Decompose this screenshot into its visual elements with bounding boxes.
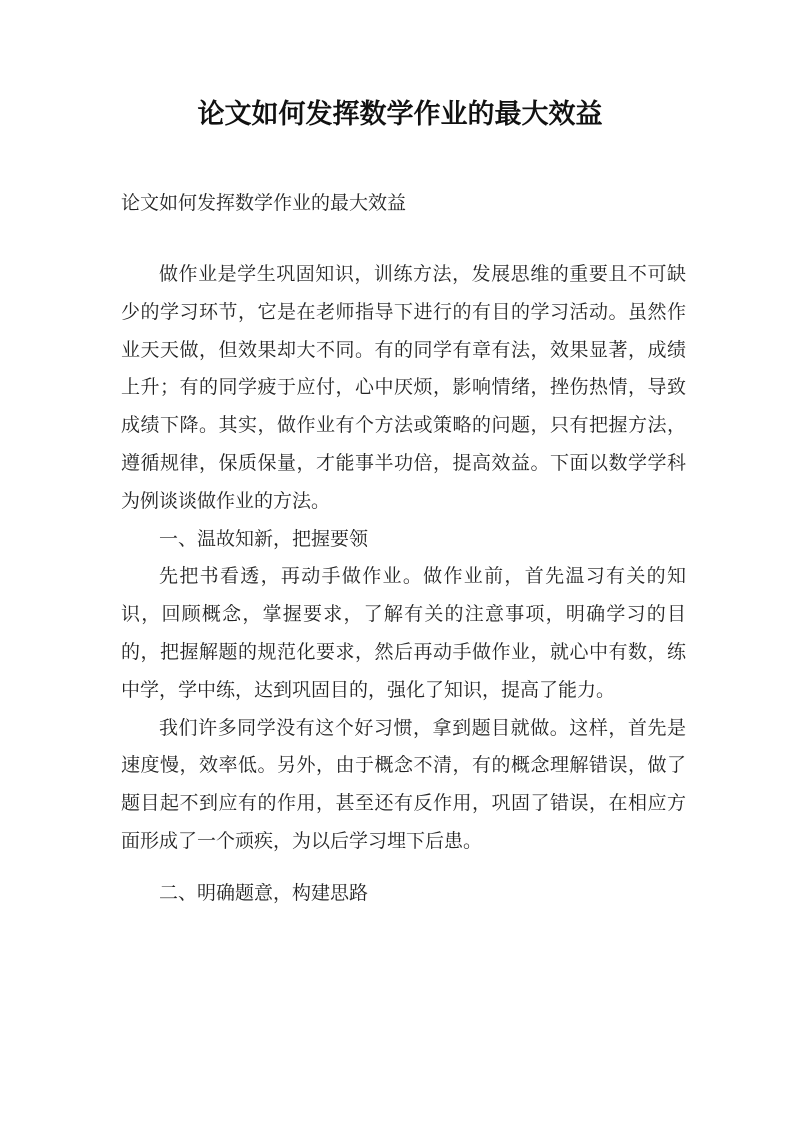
- intro-paragraph: 做作业是学生巩固知识，训练方法，发展思维的重要且不可缺少的学习环节，它是在老师指导下进行的有目的学习活动。虽然作业天天做，但效果却大不同。有的同学有章有法，效果显著，成绩上升；有的同学疲于应付，心中厌烦，影响情绪，挫伤热情，导致成绩下降。其实，做作业有个方法或策略的问题，只有把握方法，遵循规律，保质保量，才能事半功倍，提高效益。下面以数学学科为例谈谈做作业的方法。: [121, 263, 686, 512]
- section-heading-1: 一、温故知新，把握要领: [159, 527, 369, 550]
- section-1-paragraph-2: 我们许多同学没有这个好习惯，拿到题目就做。这样，首先是速度慢，效率低。另外，由于概念不清，有的概念理解错误，做了题目起不到应有的作用，甚至还有反作用，巩固了错误，在相应方面形成了一个顽疾，为以后学习埋下后患。: [121, 716, 686, 852]
- section-1-paragraph-1: 先把书看透，再动手做作业。做作业前，首先温习有关的知识，回顾概念，掌握要求，了解有关的注意事项，明确学习的目的，把握解题的规范化要求，然后再动手做作业，就心中有数，练中学，学中练，达到巩固目的，强化了知识，提高了能力。: [121, 565, 686, 701]
- document-subtitle: 论文如何发挥数学作业的最大效益: [121, 192, 407, 214]
- document-title: 论文如何发挥数学作业的最大效益: [197, 99, 603, 130]
- section-heading-2: 二、明确题意，构建思路: [159, 881, 369, 904]
- document-body: [121, 256, 686, 913]
